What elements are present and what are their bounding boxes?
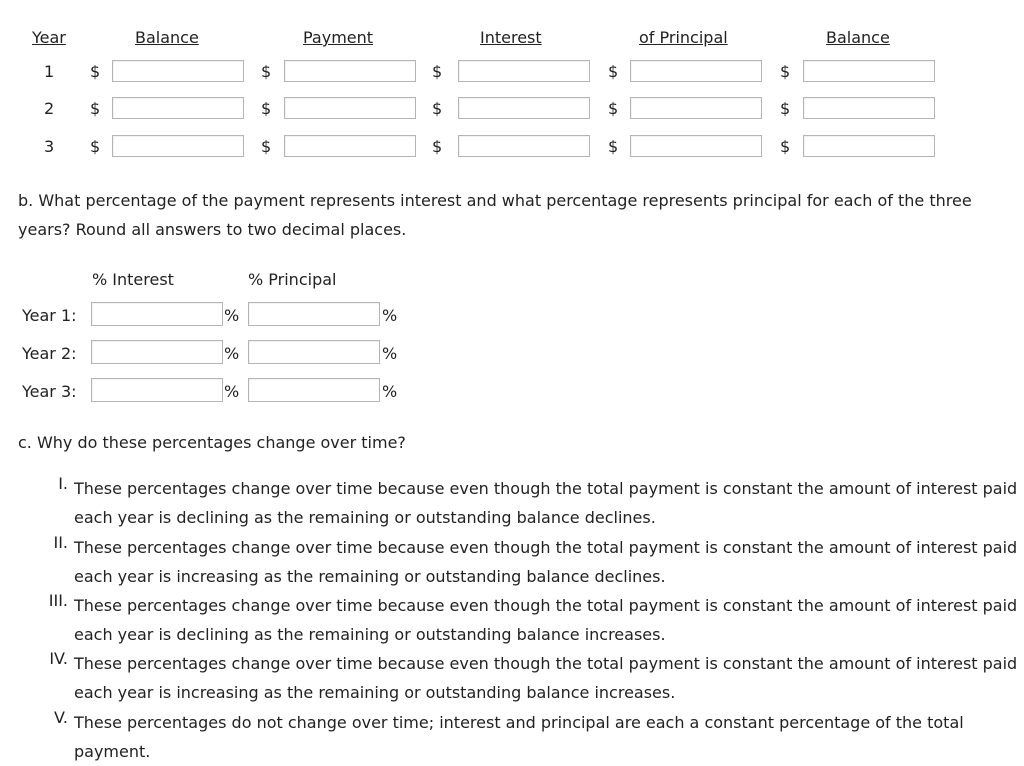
currency-sign: $ — [608, 62, 619, 81]
percent-interest-input[interactable] — [91, 340, 223, 364]
interest-input[interactable] — [458, 60, 590, 82]
interest-input[interactable] — [458, 97, 590, 119]
currency-sign: $ — [261, 62, 272, 81]
currency-sign: $ — [780, 137, 791, 156]
ending-balance-input[interactable] — [803, 60, 935, 82]
beginning-balance-input[interactable] — [112, 135, 244, 157]
percent-principal-input[interactable] — [248, 302, 380, 326]
payment-input[interactable] — [284, 135, 416, 157]
year-label: Year 2: — [22, 344, 77, 363]
currency-sign: $ — [608, 137, 619, 156]
option-numeral: IV. — [49, 649, 68, 668]
row-year-label: 2 — [44, 99, 55, 118]
percent-interest-input[interactable] — [91, 378, 223, 402]
payment-input[interactable] — [284, 60, 416, 82]
percent-sign: % — [224, 382, 240, 401]
header-balance: Balance — [135, 28, 199, 47]
ending-balance-input[interactable] — [803, 97, 935, 119]
percent-sign: % — [382, 382, 398, 401]
percent-principal-input[interactable] — [248, 378, 380, 402]
payment-input[interactable] — [284, 97, 416, 119]
currency-sign: $ — [432, 99, 443, 118]
currency-sign: $ — [432, 62, 443, 81]
percent-principal-input[interactable] — [248, 340, 380, 364]
answer-option[interactable]: These percentages change over time because even though the total payment is constant the amount of interest paid each year is declining as the remaining or outstanding balance declines. — [74, 479, 1018, 527]
year-label: Year 3: — [22, 382, 77, 401]
principal-repayment-input[interactable] — [630, 135, 762, 157]
option-numeral: I. — [58, 474, 68, 493]
header-ending-balance: Balance — [826, 28, 890, 47]
currency-sign: $ — [432, 137, 443, 156]
answer-option[interactable]: These percentages change over time because even though the total payment is constant the amount of interest paid each year is increasing as the remaining or outstanding balance declines. — [74, 538, 1018, 586]
col-header-interest: % Interest — [92, 270, 174, 289]
percent-sign: % — [382, 306, 398, 325]
answer-option[interactable]: These percentages do not change over time; interest and principal are each a constant percentage of the total payment. — [74, 713, 964, 761]
option-numeral: V. — [54, 708, 68, 727]
header-year: Year — [32, 28, 66, 47]
year-label: Year 1: — [22, 306, 77, 325]
percent-interest-input[interactable] — [91, 302, 223, 326]
row-year-label: 3 — [44, 137, 55, 156]
currency-sign: $ — [780, 99, 791, 118]
interest-input[interactable] — [458, 135, 590, 157]
beginning-balance-input[interactable] — [112, 97, 244, 119]
answer-option[interactable]: These percentages change over time because even though the total payment is constant the amount of interest paid each year is increasing as the remaining or outstanding balance increases. — [74, 654, 1018, 702]
percent-sign: % — [382, 344, 398, 363]
principal-repayment-input[interactable] — [630, 60, 762, 82]
answer-option[interactable]: These percentages change over time because even though the total payment is constant the amount of interest paid each year is declining as the remaining or outstanding balance increases. — [74, 596, 1018, 644]
option-numeral: III. — [48, 591, 68, 610]
col-header-principal: % Principal — [248, 270, 337, 289]
beginning-balance-input[interactable] — [112, 60, 244, 82]
part-b-question: b. What percentage of the payment represents interest and what percentage represents principal for each of the three years? Round all answers to two decimal places. — [18, 191, 972, 239]
percent-sign: % — [224, 306, 240, 325]
percent-sign: % — [224, 344, 240, 363]
header-of-principal: of Principal — [639, 28, 728, 47]
row-year-label: 1 — [44, 62, 55, 81]
part-c-question: c. Why do these percentages change over time? — [18, 433, 406, 452]
currency-sign: $ — [90, 99, 101, 118]
currency-sign: $ — [608, 99, 619, 118]
principal-repayment-input[interactable] — [630, 97, 762, 119]
currency-sign: $ — [90, 137, 101, 156]
currency-sign: $ — [261, 137, 272, 156]
currency-sign: $ — [261, 99, 272, 118]
header-interest: Interest — [480, 28, 542, 47]
currency-sign: $ — [780, 62, 791, 81]
currency-sign: $ — [90, 62, 101, 81]
ending-balance-input[interactable] — [803, 135, 935, 157]
option-numeral: II. — [53, 533, 68, 552]
header-payment: Payment — [303, 28, 374, 47]
